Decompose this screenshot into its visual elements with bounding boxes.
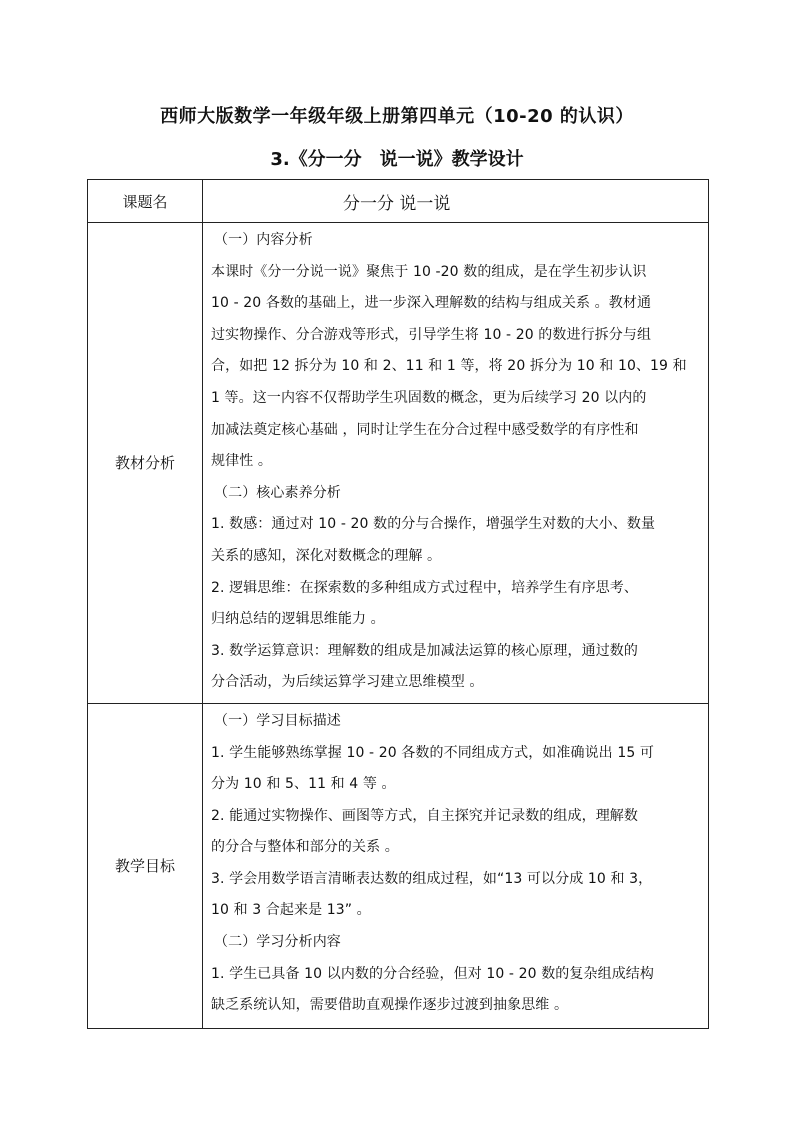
row-label-material-analysis: 教材分析 [88,223,203,704]
text-line: 3. 数学运算意识：理解数的组成是加减法运算的核心原理，通过数的 [211,642,639,659]
text-line: 10 和 3 合起来是 13” 。 [211,902,371,919]
section-heading: （二）核心素养分析 [214,484,341,501]
table-row-teaching-objectives [88,703,709,1028]
text-line: 本课时《分一分说一说》聚焦于 10 -20 数的组成，是在学生初步认识 [211,263,647,280]
text-line: 1. 学生已具备 10 以内数的分合经验，但对 10 - 20 数的复杂组成结构 [211,965,655,982]
text-line: 分合活动，为后续运算学习建立思维模型 。 [211,674,484,691]
table-header-row [88,180,709,223]
text-line: 过实物操作、分合游戏等形式，引导学生将 10 - 20 的数进行拆分与组 [211,326,652,343]
row-content-material-analysis [203,223,709,704]
section-heading: （一）内容分析 [214,232,313,248]
text-line: 2. 能通过实物操作、画图等方式，自主探究并记录数的组成，理解数 [211,807,639,824]
table-row-material-analysis [88,223,709,704]
row-label-teaching-objectives: 教学目标 [88,703,203,1028]
text-line: 缺乏系统认知，需要借助直观操作逐步过渡到抽象思维 。 [211,997,569,1014]
topic-label: 课题名 [88,180,203,223]
text-line: 合，如把 12 拆分为 10 和 2、11 和 1 等，将 20 拆分为 10 和 10、19 和 [211,358,687,375]
row-content-teaching-objectives [203,703,709,1028]
section-heading: （二）学习分析内容 [214,934,341,951]
text-line: 1. 数感：通过对 10 - 20 数的分与合操作，增强学生对数的大小、数量 [211,516,656,533]
text-line: 2. 逻辑思维：在探索数的多种组成方式过程中，培养学生有序思考、 [211,579,639,596]
document-title: 西师大版数学一年级年级上册第四单元（10-20 的认识） [160,106,634,127]
text-line: 1 等。这一内容不仅帮助学生巩固数的概念，更为后续学习 20 以内的 [211,389,647,406]
lesson-plan-table [87,179,709,1029]
text-line: 10 - 20 各数的基础上，进一步深入理解数的结构与组成关系 。教材通 [211,295,652,312]
text-line: 关系的感知，深化对数概念的理解 。 [211,547,442,564]
text-line: 3. 学会用数学语言清晰表达数的组成过程，如“13 可以分成 10 和 3， [211,870,653,887]
topic-value: 分一分 说一说 [203,180,709,223]
text-line: 的分合与整体和部分的关系 。 [211,839,399,856]
document-subtitle: 3.《分一分 说一说》教学设计 [270,149,524,170]
text-line: 分为 10 和 5、11 和 4 等 。 [211,776,396,793]
text-line: 规律性 。 [211,453,272,470]
text-line: 1. 学生能够熟练掌握 10 - 20 各数的不同组成方式，如准确说出 15 可 [211,744,655,761]
section-heading: （一）学习目标描述 [214,712,341,729]
text-line: 加减法奠定核心基础 ，同时让学生在分合过程中感受数学的有序性和 [211,421,639,438]
text-line: 归纳总结的逻辑思维能力 。 [211,611,385,628]
